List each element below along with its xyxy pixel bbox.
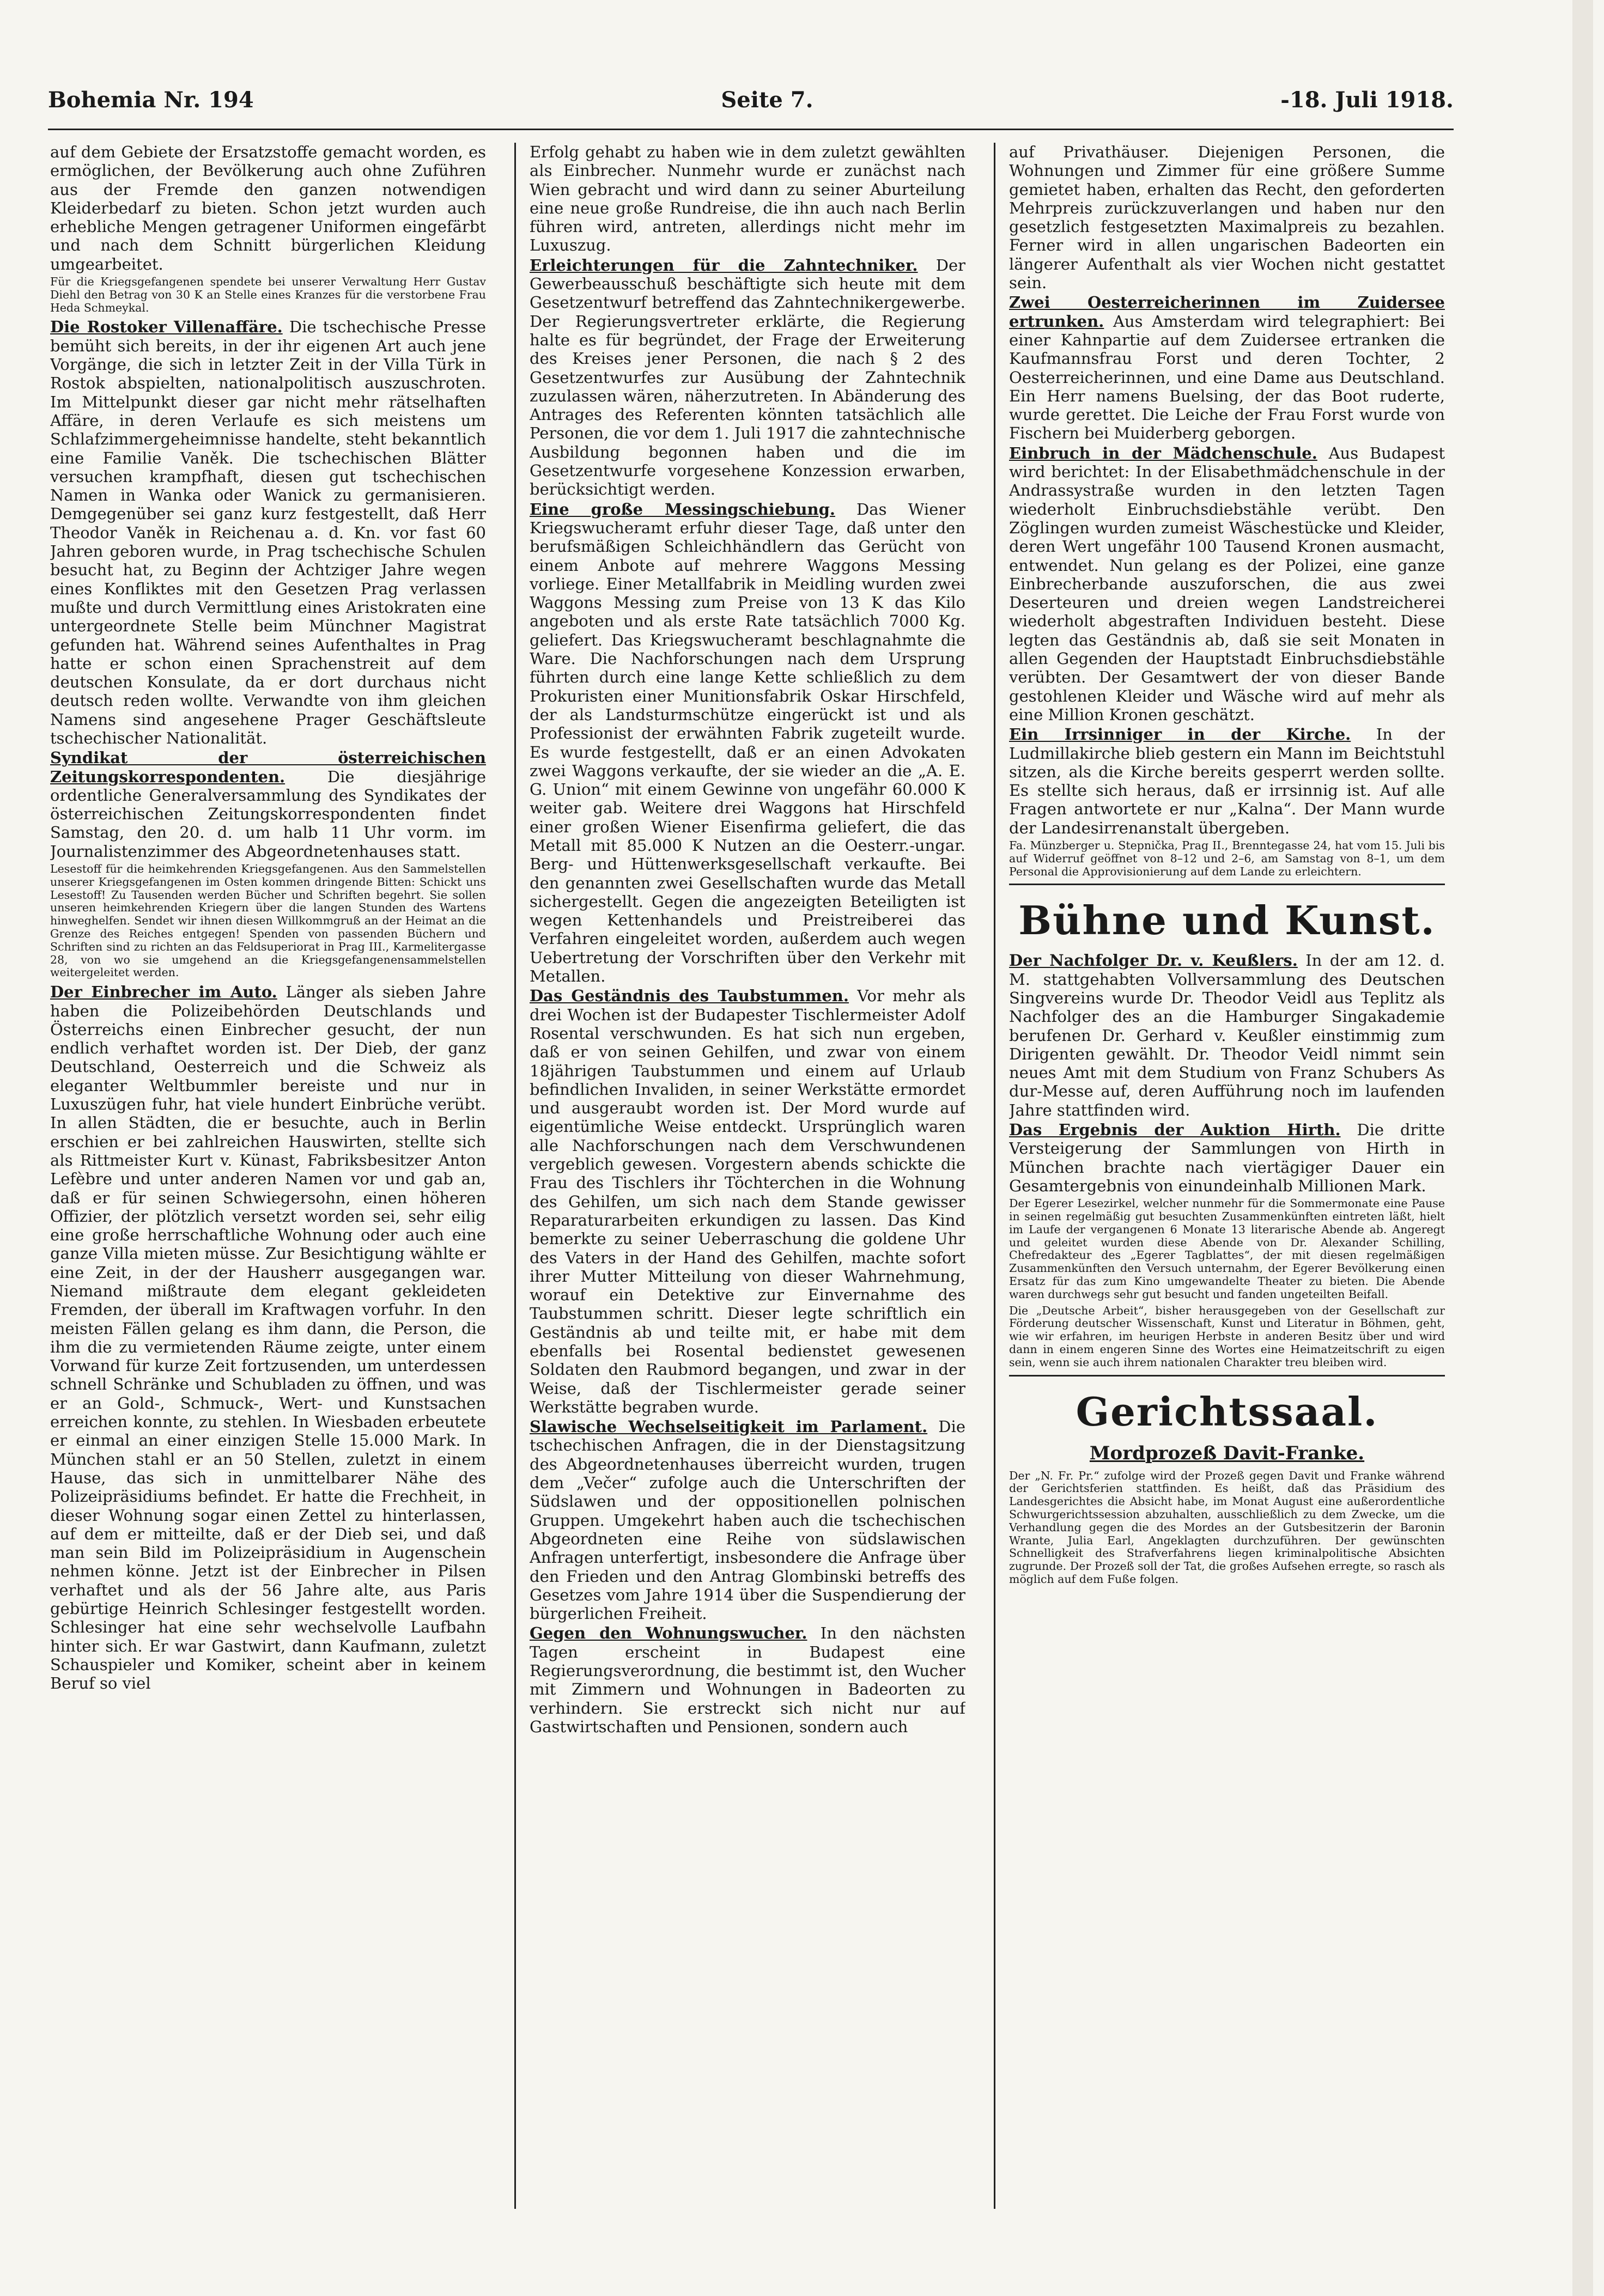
article-body: Der Gewerbeausschuß beschäftigte sich heute mit dem Gesetzentwurf betreffend das Zahntechnikergewerbe. Der Regierungsvertreter erklärte, die Regierung halte es für begründet, der Frage der Erweiterung des Kreises jener Personen, die nach § 2 des Gesetzentwurfes zur Ausübung der Zahntechnik zuzulassen wären, näherzutreten. In Abänderung des Antrages des Referenten könnten tatsächlich alle Personen, die vor dem 1. Juli 1917 die zahntechnische Ausbildung begonnen haben und die im Gesetzentwurfe vorgesehene Konzession erwarben, berücksichtigt werden. (530, 255, 965, 499)
article (530, 1417, 965, 1623)
article-continuation: auf Privathäuser. Diejenigen Personen, die Wohnungen und Zimmer für eine größere Summe gemietet haben, erhalten das Recht, den geforderten Mehrpreis zurückzuverlangen und haben nur den gesetzlich festgesetzten Maximalpreis zu bezahlen. Ferner wird in allen ungarischen Badeorten ein längerer Aufenthalt als vier Wochen nicht gestattet sein. (1009, 143, 1445, 293)
article-body: Die tschechische Presse bemüht sich bereits, in der ihr eigenen Art auch jene Vorgänge, die sich in letzter Zeit in der Villa Türk in Rostok abspielten, nationalpolitisch auszuschroten. Im Mittelpunkt dieser gar nicht mehr rätselhaften Affäre, in deren Verlaufe es sich meistens um Schlafzimmergeheimnisse handelte, steht bekanntlich eine Familie Vaněk. Die tschechischen Blätter versuchen krampfhaft, diesen gut tschechischen Namen in Wanka oder Wanick zu germanisieren. Demgegenüber sei ganz kurz festgestellt, daß Herr Theodor Vaněk in Reichenau a. d. Kn. vor fast 60 Jahren geboren wurde, in Prag tschechische Schulen besucht hat, zu Beginn der Achtziger Jahre wegen eines Konfliktes mit den Gesetzen Prag verlassen mußte und durch Vermittlung eines Aristokraten eine untergeordnete Stelle beim Münchner Magistrat gefunden hat. Während seines Aufenthaltes in Prag hatte er schon einen Sprachenstreit auf dem deutschen Konsulate, da er dort durchaus nicht deutsch reden wollte. Verwandte von ihm gleichen Namens sind angesehene Prager Geschäftsleute tschechischer Nationalität. (50, 318, 486, 747)
article (1009, 725, 1445, 837)
article (1009, 444, 1445, 724)
article (530, 986, 965, 1416)
header-page-number: Seite 7. (721, 87, 813, 113)
article-continuation: auf dem Gebiete der Ersatzstoffe gemacht worden, es ermöglichen, der Bevölkerung auch ohne Zuführen aus der Fremde den ganzen notwendigen Kleiderbedarf zu bieten. Schon jetzt wurden auch erhebliche Mengen getragener Uniformen eingefärbt und nach dem Schnitt bürgerlichen Kleidung umgearbeitet. (50, 143, 486, 273)
article-heading: Einbruch in der Mädchenschule. (1009, 443, 1317, 462)
article-heading: Die Rostoker Villenaffäre. (50, 318, 283, 337)
article-body: Vor mehr als drei Wochen ist der Budapester Tischlermeister Adolf Rosental verschwunden. Es hat sich nun ergeben, daß er von seinen Gehilfen, und zwar von einem 18jährigen Taubstummen und einem auf Urlaub befindlichen Invaliden, in seiner Werkstätte ermordet und ausgeraubt worden ist. Der Mord wurde auf eigentümliche Weise entdeckt. Ursprünglich waren alle Nachforschungen nach dem Verschwundenen vergeblich gewesen. Vorgestern abends schickte die Frau des Tischlers ihr Töchterchen in die Wohnung des Gehilfen, um sich nach dem Stande gewisser Reparaturarbeiten erkundigen zu lassen. Das Kind bemerkte zu seiner Ueberraschung die goldene Uhr des Vaters in der Hand des Gehilfen, machte sofort ihrer Mutter Mitteilung von dieser Wahrnehmung, worauf ein Detektive zur Einvernahme des Taubstummen schritt. Dieser legte schriftlich ein Geständnis ab und teilte mit, er habe mit dem ebenfalls bei Rosental bedienstet gewesenen Soldaten den Raubmord begangen, und zwar in der Weise, daß der Tischlermeister gerade seiner Werkstätte begraben wurde. (530, 986, 965, 1416)
article (1009, 951, 1445, 1119)
notice: Fa. Münzberger u. Stepnička, Prag II., Brenntegasse 24, hat vom 15. Juli bis auf Widerruf geöffnet von 8–12 und 2–6, am Samstag von 8–1, um dem Personal die Approvisionierung auf dem Lande zu erleichtern. (1009, 838, 1445, 878)
article (1009, 1120, 1445, 1195)
article (530, 256, 965, 499)
article-body: Länger als sieben Jahre haben die Polizeibehörden Deutschlands und Österreichs einen Einbrecher gesucht, der nun endlich verhaftet worden ist. Der Dieb, der ganz Deutschland, Oesterreich und die Schweiz als eleganter Weltbummler bereiste und nur in Luxuszügen fuhr, hat viele hundert Einbrüche verübt. In allen Städten, die er besuchte, auch in Berlin erschien er bei zahlreichen Hauswirten, stellte sich als Rittmeister Kurt v. Künast, Fabriksbesitzer Anton Lefèbre und unter anderen Namen vor und gab an, daß er für seinen Schwiegersohn, einen höheren Offizier, der plötzlich versetzt worden sei, sehr eilig eine große herrschaftliche Wohnung oder auch eine ganze Villa mieten müsse. Zur Besichtigung wählte er eine Zeit, in der der Hausherr ausgegangen war. Niemand mißtraute dem elegant gekleideten Fremden, der überall im Kraftwagen vorfuhr. In den meisten Fällen gelang es ihm dann, die Person, die ihm die zu vermietenden Räume zeigte, unter einem Vorwand für kurze Zeit fortzusenden, um unterdessen schnell Schränke und Schubladen zu öffnen, und was er an Gold-, Schmuck-, Wert- und Kunstsachen erreichen konnte, zu stehlen. In Wiesbaden erbeutete er einmal an einer einzigen Stelle 15.000 Mark. In München stahl er an 50 Stellen, zuletzt in einem Hause, das sich in unmittelbarer Nähe des Polizeipräsidiums befindet. Er hatte die Frechheit, in dieser Wohnung sogar einen Zettel zu hinterlassen, auf dem er mitteilte, daß er der Dieb sei, und daß man sein Bild im Polizeipräsidium in Augenschein nehmen könne. Jetzt ist der Einbrecher in Pilsen verhaftet und als der 56 Jahre alte, aus Paris gebürtige Heinrich Schlesinger festgestellt worden. Schlesinger hat eine sehr wechselvolle Laufbahn hinter sich. Er war Gastwirt, dann Kaufmann, zuletzt Schauspieler und Komiker, scheint aber in keinem Beruf so viel (50, 983, 486, 1693)
article-heading: Das Ergebnis der Auktion Hirth. (1009, 1120, 1341, 1140)
article-body: Die dritte Versteigerung der Sammlungen von Hirth in München brachte nach viertägiger Dauer ein Gesamtergebnis von einundeinhalb Millionen Mark. (1009, 1120, 1445, 1195)
article (50, 983, 486, 1692)
article-body: Das Wiener Kriegswucheramt erfuhr dieser Tage, daß unter den berufsmäßigen Schleichhändlern das Gerücht von einem Anbote auf mehrere Waggons Messing vorliege. Einer Metallfabrik in Meidling wurden zwei Waggons Messing zum Preise von 13 K das Kilo angeboten und als erste Rate tatsächlich 7000 Kg. geliefert. Das Kriegswucheramt beschlagnahmte die Ware. Die Nachforschungen nach dem Ursprung führten durch eine lange Kette schließlich zu dem Prokuristen einer Munitionsfabrik Oskar Hirschfeld, der als Landsturmschütze eingerückt ist und als Professionist der erwähnten Fabrik zugeteilt wurde. Es wurde festgestellt, daß er an einen Advokaten zwei Waggons verkaufte, der sie wieder an die „A. E. G. Union“ mit einem Gewinne von ungefähr 60.000 K weiter gab. Weitere drei Waggons hat Hirschfeld einer großen Wiener Eisenfirma geliefert, die das Metall mit 85.000 K Nutzen an die Oesterr.-ungar. Berg- und Hüttenwerksgesellschaft verkaufte. Bei den genannten zwei Gesellschaften wurde das Metall sichergestellt. Gegen die angezeigten Beteiligten ist wegen Kettenhandels und Preistreiberei das Verfahren eingeleitet worden, außerdem auch wegen Uebertretung der Vorschriften über den Verkehr mit Metallen. (530, 500, 965, 986)
article-continuation: Erfolg gehabt zu haben wie in dem zuletzt gewählten als Einbrecher. Nunmehr wurde er zunächst nach Wien gebracht und wird dann zu seiner Aburteilung eine neue große Rundreise, die ihn auch nach Berlin führen wird, antreten, allerdings nicht mehr im Luxuszug. (530, 143, 965, 255)
notice: Der „N. Fr. Pr.“ zufolge wird der Prozeß gegen Davit und Franke während der Gerichtsferien stattfinden. Es heißt, daß das Präsidium des Landesgerichtes die Absicht habe, im Monat August eine außerordentliche Schwurgerichtssession abzuhalten, ausschließlich zu dem Zwecke, um die Verhandlung gegen die des Mordes an der Gutsbesitzerin der Baronin Wrante, Julia Earl, Angeklagten durchzuführen. Der gewünschten Schnelligkeit des Strafverfahrens liegen kriminalpolitische Absichten zugrunde. Der Prozeß soll der Tat, die großes Aufsehen erregte, so rasch als möglich auf dem Fuße folgen. (1009, 1469, 1445, 1586)
page-header (48, 87, 1454, 125)
article-body: In der am 12. d. M. stattgehabten Vollversammlung des Deutschen Singvereins wurde Dr. Theodor Veidl aus Teplitz als Nachfolger des an die Hamburger Singakademie berufenen Dr. Gerhard v. Keußler einstimmig zum Dirigenten gewählt. Dr. Theodor Veidl nimmt sein neues Amt mit dem Studium von Franz Schubers As dur-Messe auf, deren Aufführung noch im laufenden Jahre stattfinden wird. (1009, 951, 1445, 1119)
notice: Für die Kriegsgefangenen spendete bei unserer Verwaltung Herr Gustav Diehl den Betrag von 30 K an Stelle eines Kranzes für die verstorbene Frau Heda Schmeykal. (50, 275, 486, 314)
article-body: Die tschechischen Anfragen, die in der Dienstagsitzung des Abgeordnetenhauses überreicht wurden, trugen dem „Večer“ zufolge auch die Unterschriften der Südslawen und der oppositionellen polnischen Gruppen. Umgekehrt haben auch die tschechischen Abgeordneten eine Reihe von südslawischen Anfragen unterfertigt, insbesondere die Anfrage über den Frieden und den Antrag Glombinski betreffs des Gesetzes vom Jahre 1914 über die Suspendierung der bürgerlichen Freiheit. (530, 1417, 965, 1623)
header-date: -18. Juli 1918. (1280, 87, 1454, 113)
header-rule (48, 129, 1454, 130)
page-edge (1572, 0, 1593, 2296)
section-title-stage-art: Bühne und Kunst. (1018, 897, 1436, 944)
section-rule (1009, 1375, 1445, 1377)
article-heading: Der Nachfolger Dr. v. Keußlers. (1009, 951, 1298, 970)
article (530, 1624, 965, 1736)
article-heading: Syndikat der österreichischen Zeitungskorrespondenten. (50, 748, 486, 786)
column-2 (530, 143, 965, 2220)
article-body: Die diesjährige ordentliche Generalversammlung des Syndikates der österreichischen Zeitungskorrespondenten findet Samstag, den 20. d. um halb 11 Uhr vorm. im Journalistenzimmer des Abgeordnetenhauses statt. (50, 767, 486, 861)
article-heading: Ein Irrsinniger in der Kirche. (1009, 725, 1351, 744)
article-body: In den nächsten Tagen erscheint in Budapest eine Regierungsverordnung, die bestimmt ist, den Wucher mit Zimmern und Wohnungen in Badeorten zu verhindern. Sie erstreckt sich nicht nur auf Gastwirtschaften und Pensionen, sondern auch (530, 1624, 965, 1736)
section-title-court: Gerichtssaal. (1076, 1388, 1378, 1435)
article-heading: Erleichterungen für die Zahntechniker. (530, 255, 918, 275)
article-heading: Slawische Wechselseitigkeit im Parlament. (530, 1417, 928, 1436)
header-issue: Bohemia Nr. 194 (48, 87, 254, 113)
article-heading: Zwei Oesterreicherinnen im Zuidersee ertrunken. (1009, 293, 1445, 331)
column-divider (514, 143, 516, 2209)
notice: Die „Deutsche Arbeit“, bisher herausgegeben von der Gesellschaft zur Förderung deutscher Wissenschaft, Kunst und Literatur in Böhmen, geht, wie wir erfahren, im heurigen Herbste in anderen Besitz über und wird dann in einem engeren Sinne des Wortes eine Heimatzeitschrift zu eigen sein, wenn sie auch ihrem nationalen Charakter treu bleiben wird. (1009, 1304, 1445, 1369)
column-1 (50, 143, 486, 2220)
article-heading: Gegen den Wohnungswucher. (530, 1624, 807, 1643)
article-heading: Mordprozeß Davit-Franke. (1089, 1442, 1365, 1464)
article-body: Aus Amsterdam wird telegraphiert: Bei einer Kahnpartie auf dem Zuidersee ertranken die Kaufmannsfrau Forst und deren Tochter, 2 Oesterreicherinnen, und eine Dame aus Deutschland. Ein Herr namens Buelsing, der das Boot ruderte, wurde gerettet. Die Leiche der Frau Forst wurde von Fischern bei Muiderberg geborgen. (1009, 312, 1445, 443)
article (530, 500, 965, 986)
article (1009, 293, 1445, 442)
article (50, 748, 486, 861)
article-heading: Das Geständnis des Taubstummen. (530, 986, 849, 1006)
article-body: In der Ludmillakirche blieb gestern ein Mann im Beichtstuhl sitzen, als die Kirche bereits gesperrt werden sollte. Es stellte sich heraus, daß er irrsinnig ist. Auf alle Fragen antwortete er nur „Kalna“. Der Mann wurde der Landesirrenanstalt übergeben. (1009, 725, 1445, 837)
section-rule (1009, 884, 1445, 885)
column-3 (1009, 143, 1445, 2220)
column-divider (994, 143, 995, 2209)
article-heading: Der Einbrecher im Auto. (50, 983, 277, 1002)
notice: Der Egerer Lesezirkel, welcher nunmehr für die Sommermonate eine Pause in seinen regelmäßig gut besuchten Zusammenkünften eintreten läßt, hielt im Laufe der vergangenen 6 Monate 13 literarische Abende ab. Angeregt und geleitet wurden diese Abende von Dr. Alexander Schilling, Chefredakteur des „Egerer Tagblattes“, der mit diesen regelmäßigen Zusammenkünften den Versuch unternahm, der Egerer Bevölkerung einen Ersatz für das zum Kino umgewandelte Theater zu bieten. Die Abende waren durchwegs sehr gut besucht und fanden ungeteilten Beifall. (1009, 1197, 1445, 1301)
article-heading: Eine große Messingschiebung. (530, 500, 835, 519)
article-body: Aus Budapest wird berichtet: In der Elisabethmädchenschule in der Andrassystraße wurden in den letzten Tagen wiederholt Einbruchsdiebstähle verübt. Den Zöglingen wurden zumeist Wäschestücke und Kleider, deren Wert ungefähr 100 Tausend Kronen ausmacht, entwendet. Nun gelang es der Polizei, eine ganze Einbrecherbande auszuforschen, die aus zwei Deserteuren und dreien wegen Landstreicherei wiederholt abgestraften Individuen besteht. Diese legten das Geständnis ab, daß sie seit Monaten in allen Gegenden der Hauptstadt Einbruchsdiebstähle verübten. Der Gesamtwert der von dieser Bande gestohlenen Kleider und Wäsche wird auf mehr als eine Million Kronen geschätzt. (1009, 443, 1445, 724)
article (50, 318, 486, 747)
notice: Lesestoff für die heimkehrenden Kriegsgefangenen. Aus den Sammelstellen unserer Kriegsgefangenen im Osten kommen dringende Bitten: Schickt uns Lesestoff! Zu Tausenden werden Bücher und Schriften begehrt. Sie sollen unseren heimkehrenden Kriegern über die langen Stunden des Wartens hinweghelfen. Sendet wir ihnen diesen Willkommgruß an der Heimat an die Grenze des Reiches entgegen! Spenden von passenden Büchern und Schriften sind zu richten an das Feldsuperiorat in Prag III., Karmelitergasse 28, von wo sie umgehend an die Kriegsgefangenensammelstellen weitergeleitet werden. (50, 862, 486, 979)
